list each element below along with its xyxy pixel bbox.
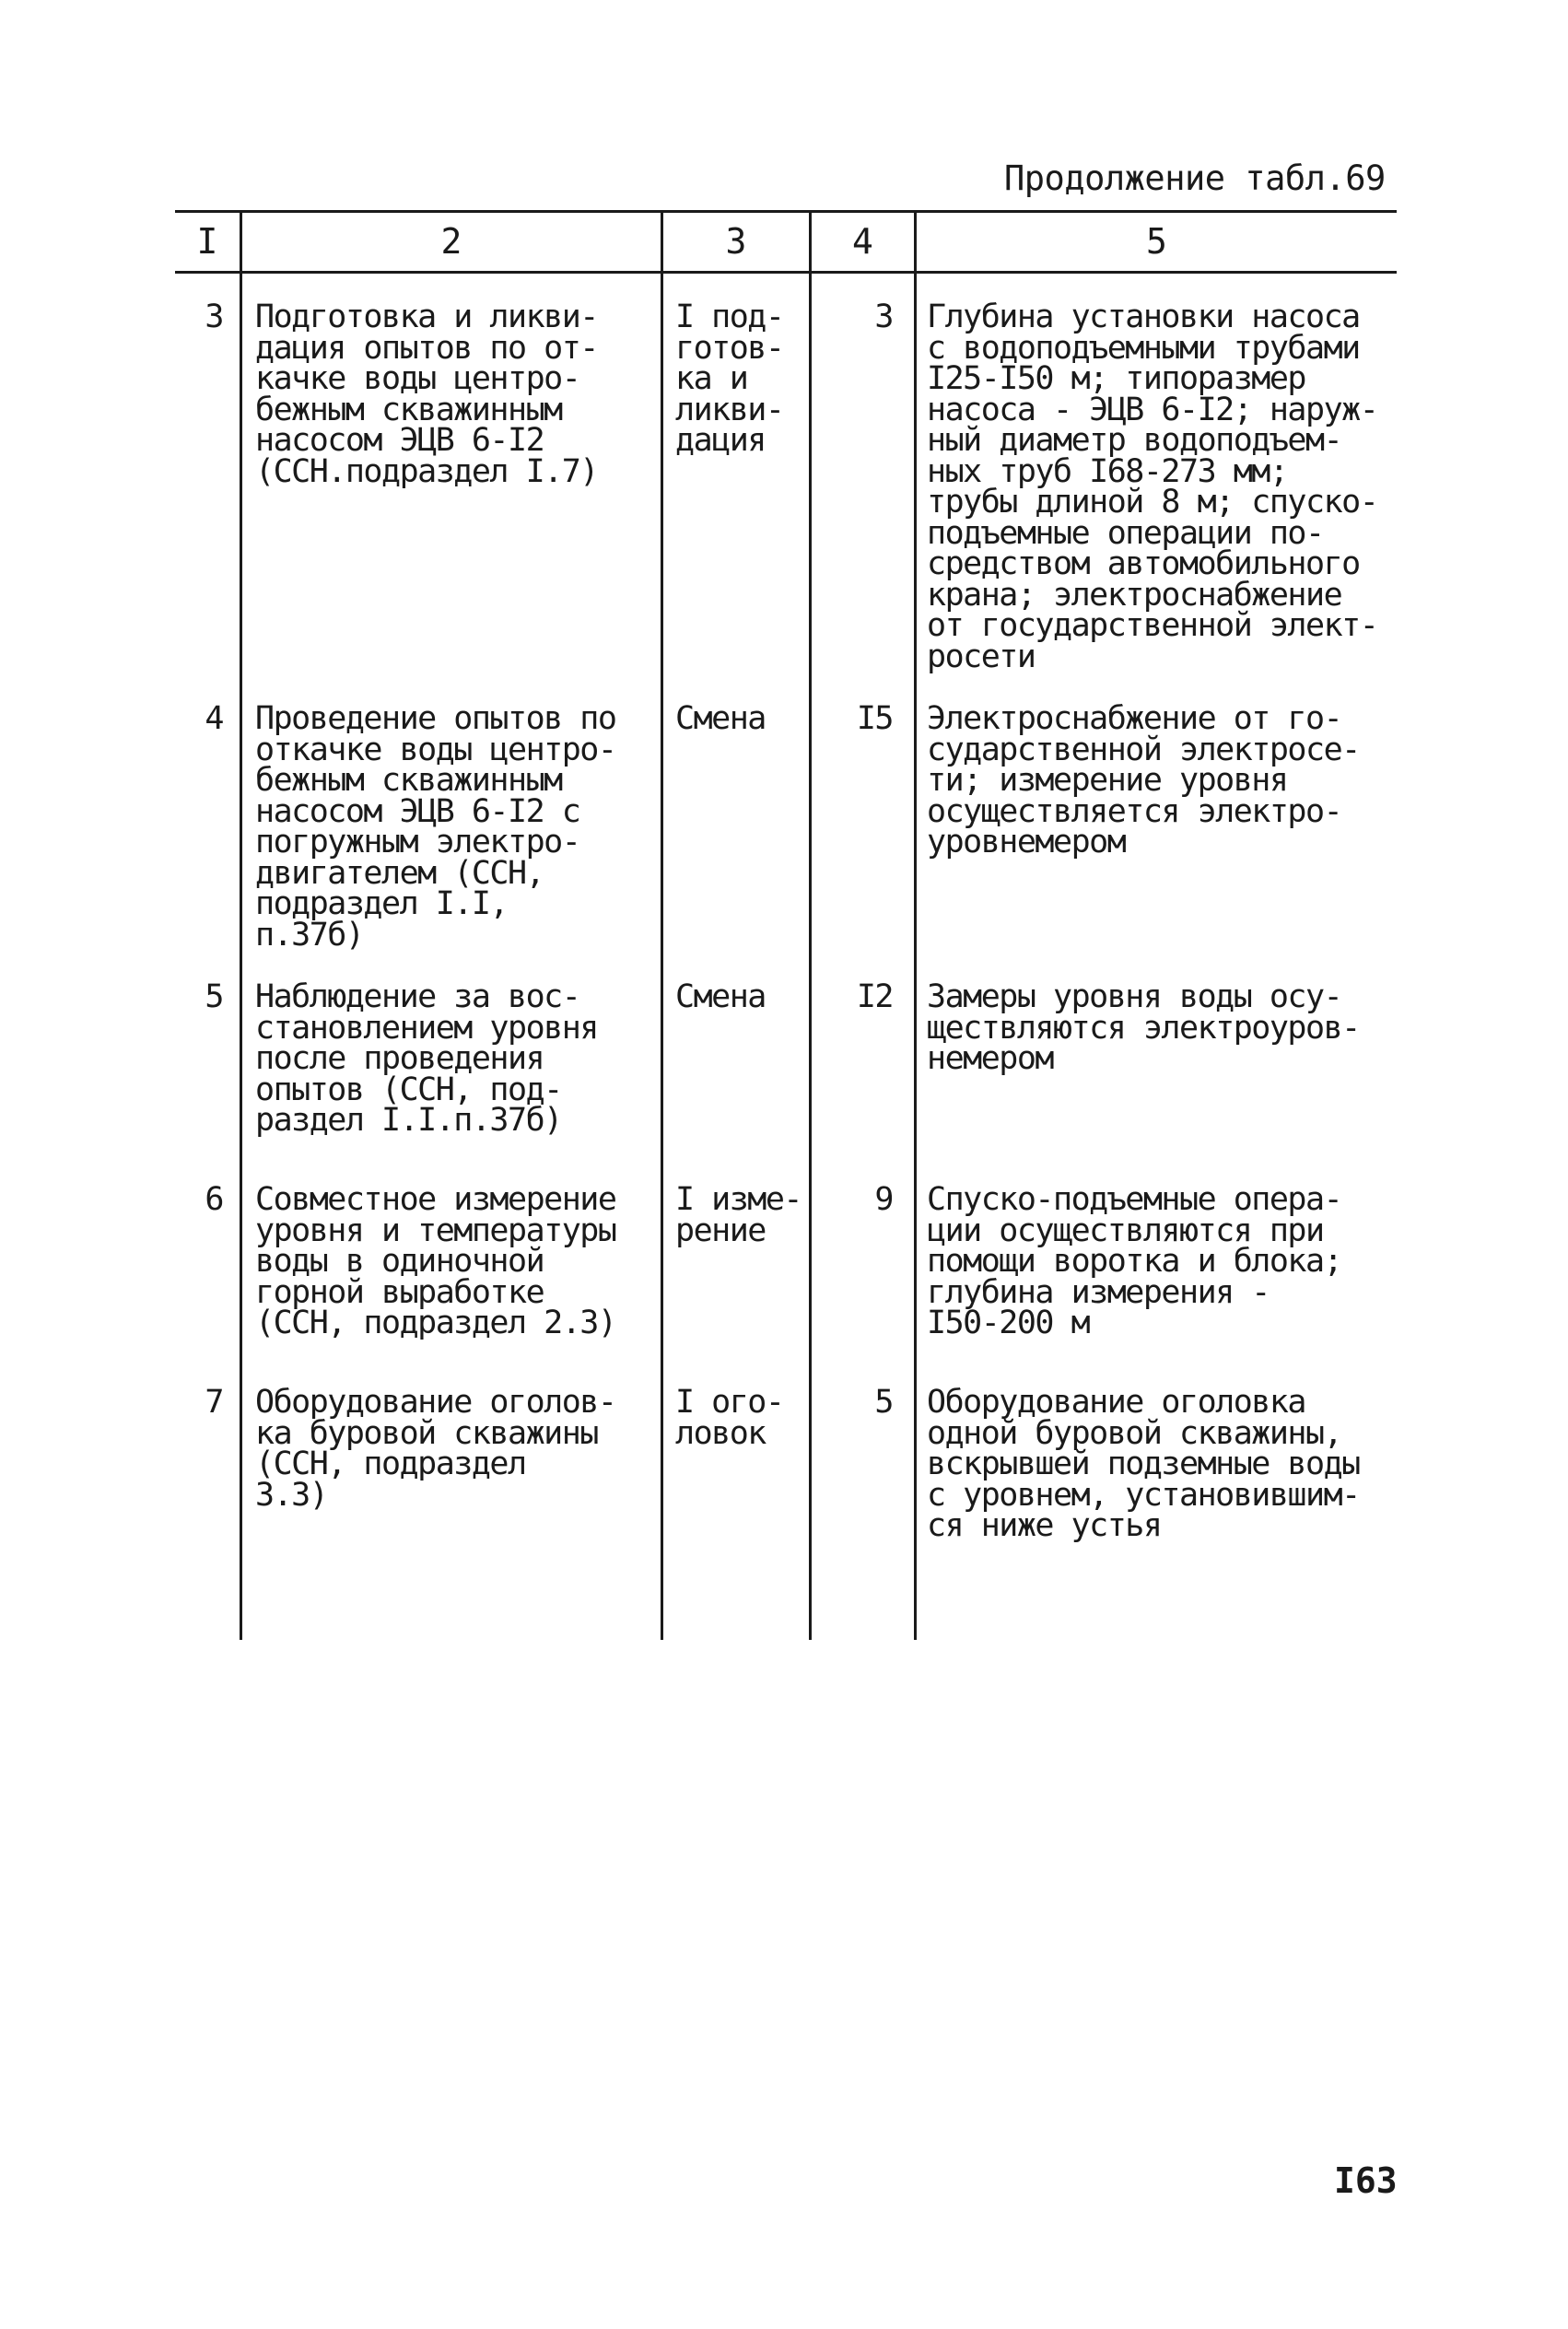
work-description: Наблюдение за вос- становлением уровня после проведения опытов (ССН, под- раздел I.I.п.37б) xyxy=(255,978,598,1139)
unit-of-measure: I изме- рение xyxy=(675,1181,802,1249)
unit-of-measure: I ого- ловок xyxy=(675,1384,784,1452)
work-description: Совместное измерение уровня и температуры воды в одиночной горной выработке (ССН, подраздел 2.3) xyxy=(255,1181,616,1341)
page-number: I63 xyxy=(1334,2160,1398,2201)
row-number: 5 xyxy=(205,978,223,1015)
work-description: Подготовка и ликви- дация опытов по от- качке воды центро- бежным скважинным насосом ЭЦВ 6-I2 (ССН.подраздел I.7) xyxy=(255,298,598,490)
row-number: 7 xyxy=(205,1384,223,1421)
note: Электроснабжение от го- сударственной электросе- ти; измерение уровня осуществляется электро- уровнемером xyxy=(927,700,1360,860)
table-header-rule xyxy=(175,271,1397,274)
quantity: 9 xyxy=(874,1181,893,1218)
header-col-4: 4 xyxy=(852,221,873,262)
work-description: Оборудование оголов- ка буровой скважины (ССН, подраздел 3.3) xyxy=(255,1384,616,1514)
column-divider xyxy=(661,210,663,1640)
unit-of-measure: Смена xyxy=(675,700,766,737)
quantity: 5 xyxy=(874,1384,893,1421)
work-description: Проведение опытов по откачке воды центро- бежным скважинным насосом ЭЦВ 6-I2 с погружным электро- двигателем (ССН, подраздел I.I, п.37б) xyxy=(255,700,616,954)
row-number: 4 xyxy=(205,700,223,737)
header-col-5: 5 xyxy=(1146,221,1167,262)
note: Глубина установки насоса с водоподъемными трубами I25-I50 м; типоразмер насоса - ЭЦВ 6-I2; наруж- ный диаметр водоподъем- ных труб I68-273 мм; трубы длиной 8 м; спуско- подъемные операции по- средством автомобильного крана; электроснабжение от государственной элект- росети xyxy=(927,298,1378,675)
column-divider xyxy=(809,210,812,1640)
column-divider xyxy=(914,210,917,1640)
quantity: I5 xyxy=(856,700,893,737)
quantity: 3 xyxy=(874,298,893,335)
table-caption: Продолжение табл.69 xyxy=(1004,158,1386,198)
unit-of-measure: I под- готов- ка и ликви- дация xyxy=(675,298,784,459)
column-divider xyxy=(240,210,242,1640)
note: Спуско-подъемные опера- ции осуществляются при помощи воротка и блока; глубина измерения - I50-200 м xyxy=(927,1181,1342,1341)
table-top-rule xyxy=(175,210,1397,213)
quantity: I2 xyxy=(856,978,893,1015)
note: Оборудование оголовка одной буровой скважины, вскрывшей подземные воды с уровнем, установившим- ся ниже устья xyxy=(927,1384,1360,1544)
note: Замеры уровня воды осу- ществляются электроуров- немером xyxy=(927,978,1360,1077)
header-col-3: 3 xyxy=(725,221,747,262)
unit-of-measure: Смена xyxy=(675,978,766,1015)
header-col-2: 2 xyxy=(440,221,462,262)
row-number: 6 xyxy=(205,1181,223,1218)
header-col-1: I xyxy=(196,221,218,262)
row-number: 3 xyxy=(205,298,223,335)
